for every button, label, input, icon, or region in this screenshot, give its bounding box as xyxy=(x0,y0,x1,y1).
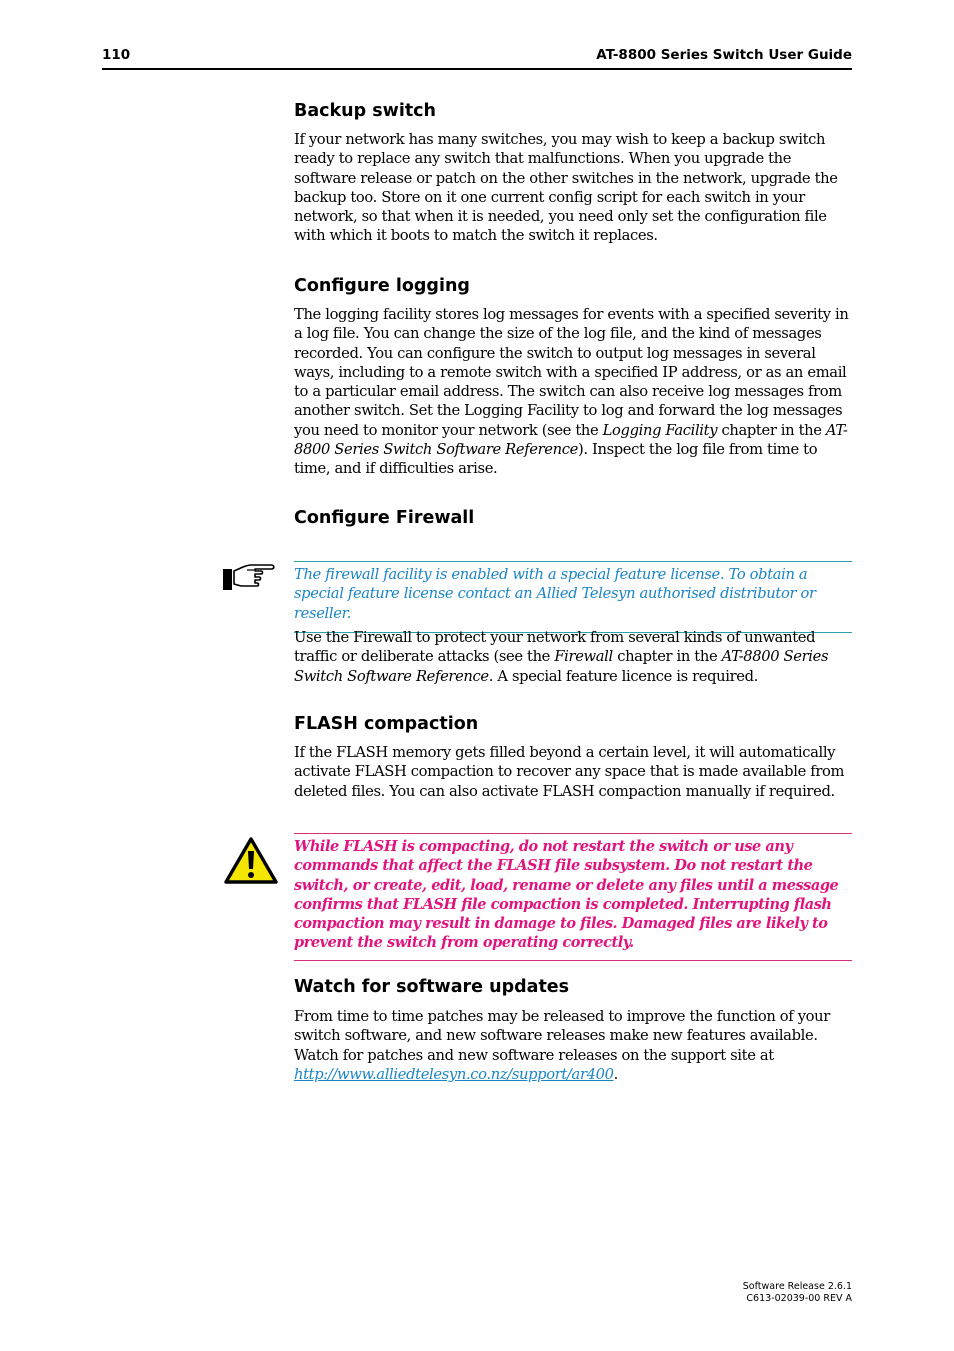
header-rule xyxy=(102,68,852,70)
section-body: Use the Firewall to protect your network from several kinds of unwanted traffic or deliberate attacks (see the Firewall chapter in the AT-8800 Series Switch Software Reference. A special feature licence is required. xyxy=(294,629,829,685)
note-callout xyxy=(294,561,852,633)
section-body: From time to time patches may be released to improve the function of your switch software, and new software releases make new features available. Watch for patches and new software releases on the support site at http://www.alliedtelesyn.co.nz/support/ar400. xyxy=(294,1008,830,1083)
pointing-hand-icon xyxy=(221,560,279,592)
section-body: The logging facility stores log messages for events with a specified severity in a log file. You can change the size of the log file, and the kind of messages recorded. You can configure the switch to output log messages in several ways, including to a remote switch with a specified IP address, or as an email to a particular email address. The switch can also receive log messages from another switch. Set the Logging Facility to log and forward the log messages you need to monitor your network (see the Logging Facility chapter in the AT-8800 Series Switch Software Reference). Inspect the log file from time to time, and if difficulties arise. xyxy=(294,306,849,478)
warning-triangle-icon xyxy=(223,836,279,886)
document-reference: AT-8800 Series Switch Software Reference xyxy=(294,648,829,685)
warning-callout xyxy=(294,833,852,961)
page-number: 110 xyxy=(102,47,131,63)
section-heading: Backup switch xyxy=(294,101,437,121)
document-reference: AT-8800 Series Switch Software Reference xyxy=(294,421,848,459)
section-backup-switch xyxy=(294,99,852,246)
section-heading: Configure logging xyxy=(294,276,470,296)
section-configure-firewall xyxy=(294,506,852,530)
section-heading: FLASH compaction xyxy=(294,714,479,734)
warning-text: While FLASH is compacting, do not restart the switch or use any commands that affect the FLASH file subsystem. Do not restart the switch, or create, edit, load, rename or delete any files until a message confirms that FLASH file compaction is completed. Interrupting flash compaction may result in damage to files. Damaged files are likely to prevent the switch from operating correctly. xyxy=(294,838,839,952)
section-body: If your network has many switches, you may wish to keep a backup switch ready to replace any switch that malfunctions. When you upgrade the software release or patch on the other switches in the network, upgrade the backup too. Store on it one current config script for each switch in your network, so that when it is needed, you need only set the configuration file with which it boots to match the switch it replaces. xyxy=(294,131,838,245)
support-site-link[interactable]: http://www.alliedtelesyn.co.nz/support/ar400 xyxy=(294,1065,614,1083)
section-flash-compaction xyxy=(294,712,852,801)
section-software-updates xyxy=(294,975,852,1084)
guide-title: AT-8800 Series Switch User Guide xyxy=(596,47,852,63)
document-id: C613-02039-00 REV A xyxy=(746,1293,852,1304)
note-text: The firewall facility is enabled with a special feature license. To obtain a special feature license contact an Allied Telesyn authorised distributor or reseller. xyxy=(294,566,816,622)
section-configure-logging xyxy=(294,274,852,479)
chapter-reference: Logging Facility xyxy=(602,421,718,439)
chapter-reference: Firewall xyxy=(554,648,613,666)
section-firewall-body xyxy=(294,628,852,686)
page-footer xyxy=(743,1281,852,1305)
section-heading: Watch for software updates xyxy=(294,977,570,997)
section-heading: Configure Firewall xyxy=(294,508,475,528)
software-release: Software Release 2.6.1 xyxy=(742,1281,852,1292)
section-body: If the FLASH memory gets filled beyond a certain level, it will automatically activate FLASH compaction to recover any space that is made available from deleted files. You can also activate FLASH compaction manually if required. xyxy=(294,744,845,800)
